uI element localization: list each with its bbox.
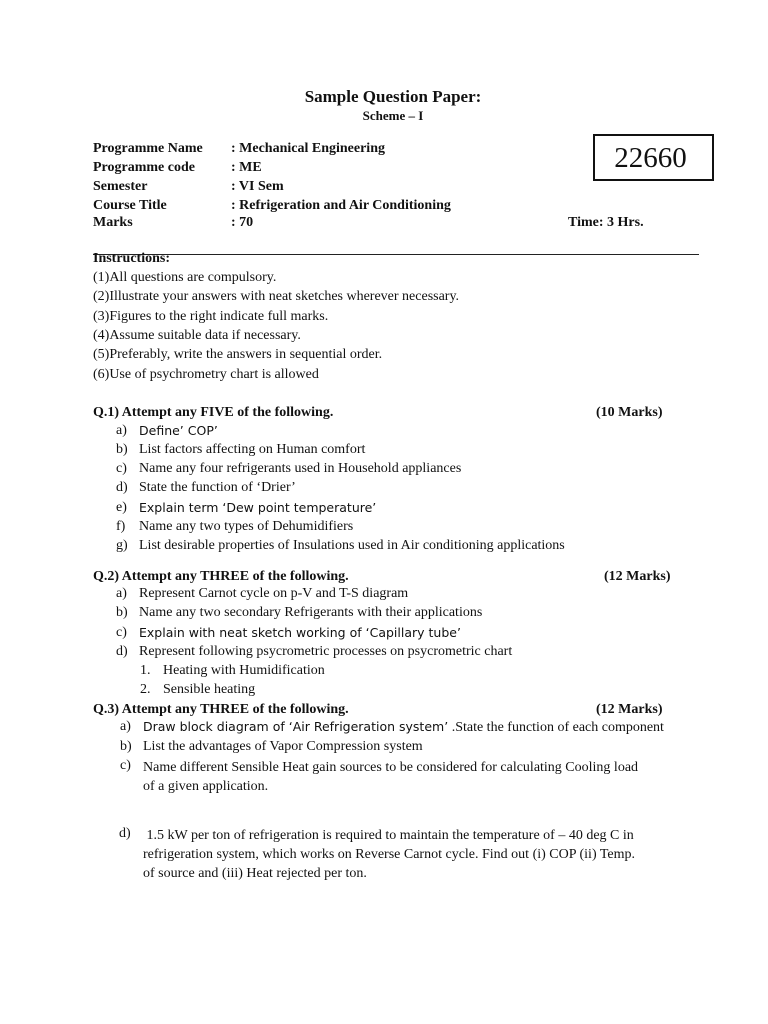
item-label: d): [116, 480, 128, 495]
course-code-box: [593, 134, 714, 181]
instruction-item: (1)All questions are compulsory.: [93, 270, 277, 285]
item-text: List the advantages of Vapor Compression system: [143, 739, 423, 754]
scheme-label: Scheme – I: [362, 108, 424, 123]
item-label: b): [120, 739, 132, 754]
item-text-tail: .State the function of each component: [448, 720, 664, 735]
instructions-heading: Instructions:: [93, 251, 171, 266]
item-label: b): [116, 442, 128, 457]
item-text: Name any two secondary Refrigerants with their applications: [139, 605, 483, 620]
item-text-line: 1.5 kW per ton of refrigeration is required to maintain the temperature of – 40 deg C in: [143, 828, 634, 843]
course-code: 22660: [614, 142, 687, 174]
subitem-text: Sensible heating: [163, 682, 256, 697]
exam-duration: Time: 3 Hrs.: [568, 215, 644, 230]
question-3-marks: (12 Marks): [596, 702, 663, 717]
item-label: c): [120, 758, 131, 773]
item-text: [143, 719, 664, 736]
question-3-heading: Q.3) Attempt any THREE of the following.: [93, 702, 349, 717]
question-2-marks: (12 Marks): [604, 569, 671, 584]
item-text: Represent following psycrometric processes on psycrometric chart: [139, 644, 513, 659]
instruction-item: (2)Illustrate your answers with neat sketches wherever necessary.: [93, 289, 460, 304]
item-label: f): [116, 519, 126, 534]
item-text: List factors affecting on Human comfort: [139, 442, 366, 457]
page-title: Sample Question Paper:: [304, 87, 482, 106]
question-2-heading: Q.2) Attempt any THREE of the following.: [93, 569, 349, 584]
question-1-marks: (10 Marks): [596, 405, 663, 420]
item-text: Name any two types of Dehumidifiers: [139, 519, 354, 534]
item-label: a): [116, 423, 127, 438]
meta-label: Programme code: [93, 160, 195, 175]
item-text-line: of source and (iii) Heat rejected per ton.: [143, 866, 367, 881]
item-text: Explain term ‘Dew point temperature’: [139, 500, 377, 515]
item-label: e): [116, 500, 127, 515]
item-label: d): [119, 826, 131, 841]
instruction-item: (6)Use of psychrometry chart is allowed: [93, 367, 319, 382]
item-text-main: Draw block diagram of ‘Air Refrigeration system’: [143, 719, 449, 734]
item-text: List desirable properties of Insulations used in Air conditioning applications: [139, 538, 565, 553]
meta-value: : VI Sem: [231, 179, 284, 194]
instruction-item: (3)Figures to the right indicate full marks.: [93, 309, 329, 324]
instruction-item: (4)Assume suitable data if necessary.: [93, 328, 301, 343]
meta-value: : Mechanical Engineering: [231, 141, 385, 156]
subitem-label: 2.: [140, 682, 151, 697]
subitem-text: Heating with Humidification: [163, 663, 325, 678]
subitem-label: 1.: [140, 663, 151, 678]
item-text: Explain with neat sketch working of ‘Capillary tube’: [139, 625, 461, 640]
item-text-line: of a given application.: [143, 779, 269, 794]
divider-line: [93, 254, 699, 255]
item-text: State the function of ‘Drier’: [139, 480, 296, 495]
item-label: a): [120, 719, 131, 734]
item-text: Represent Carnot cycle on p-V and T-S diagram: [139, 586, 409, 601]
item-label: a): [116, 586, 127, 601]
item-label: c): [116, 461, 127, 476]
meta-value: : ME: [231, 160, 262, 175]
question-3-item-d-text: [143, 826, 635, 883]
question-3-item-c-text: [143, 758, 638, 796]
meta-label: Course Title: [93, 198, 167, 213]
meta-label: Semester: [93, 179, 148, 194]
meta-value: : Refrigeration and Air Conditioning: [231, 198, 451, 213]
item-text-line: Name different Sensible Heat gain sources to be considered for calculating Cooling load: [143, 760, 639, 775]
item-label: g): [116, 538, 128, 553]
item-label: d): [116, 644, 128, 659]
meta-value: : 70: [231, 215, 254, 230]
meta-label: Programme Name: [93, 141, 203, 156]
instruction-item: (5)Preferably, write the answers in sequential order.: [93, 347, 383, 362]
question-1-heading: Q.1) Attempt any FIVE of the following.: [93, 405, 334, 420]
item-label: b): [116, 605, 128, 620]
item-text-line: refrigeration system, which works on Reverse Carnot cycle. Find out (i) COP (ii) Temp.: [143, 847, 636, 862]
item-label: c): [116, 625, 127, 640]
meta-label: Marks: [93, 215, 133, 230]
item-text: Name any four refrigerants used in Household appliances: [139, 461, 462, 476]
item-text: Define’ COP’: [139, 423, 218, 438]
